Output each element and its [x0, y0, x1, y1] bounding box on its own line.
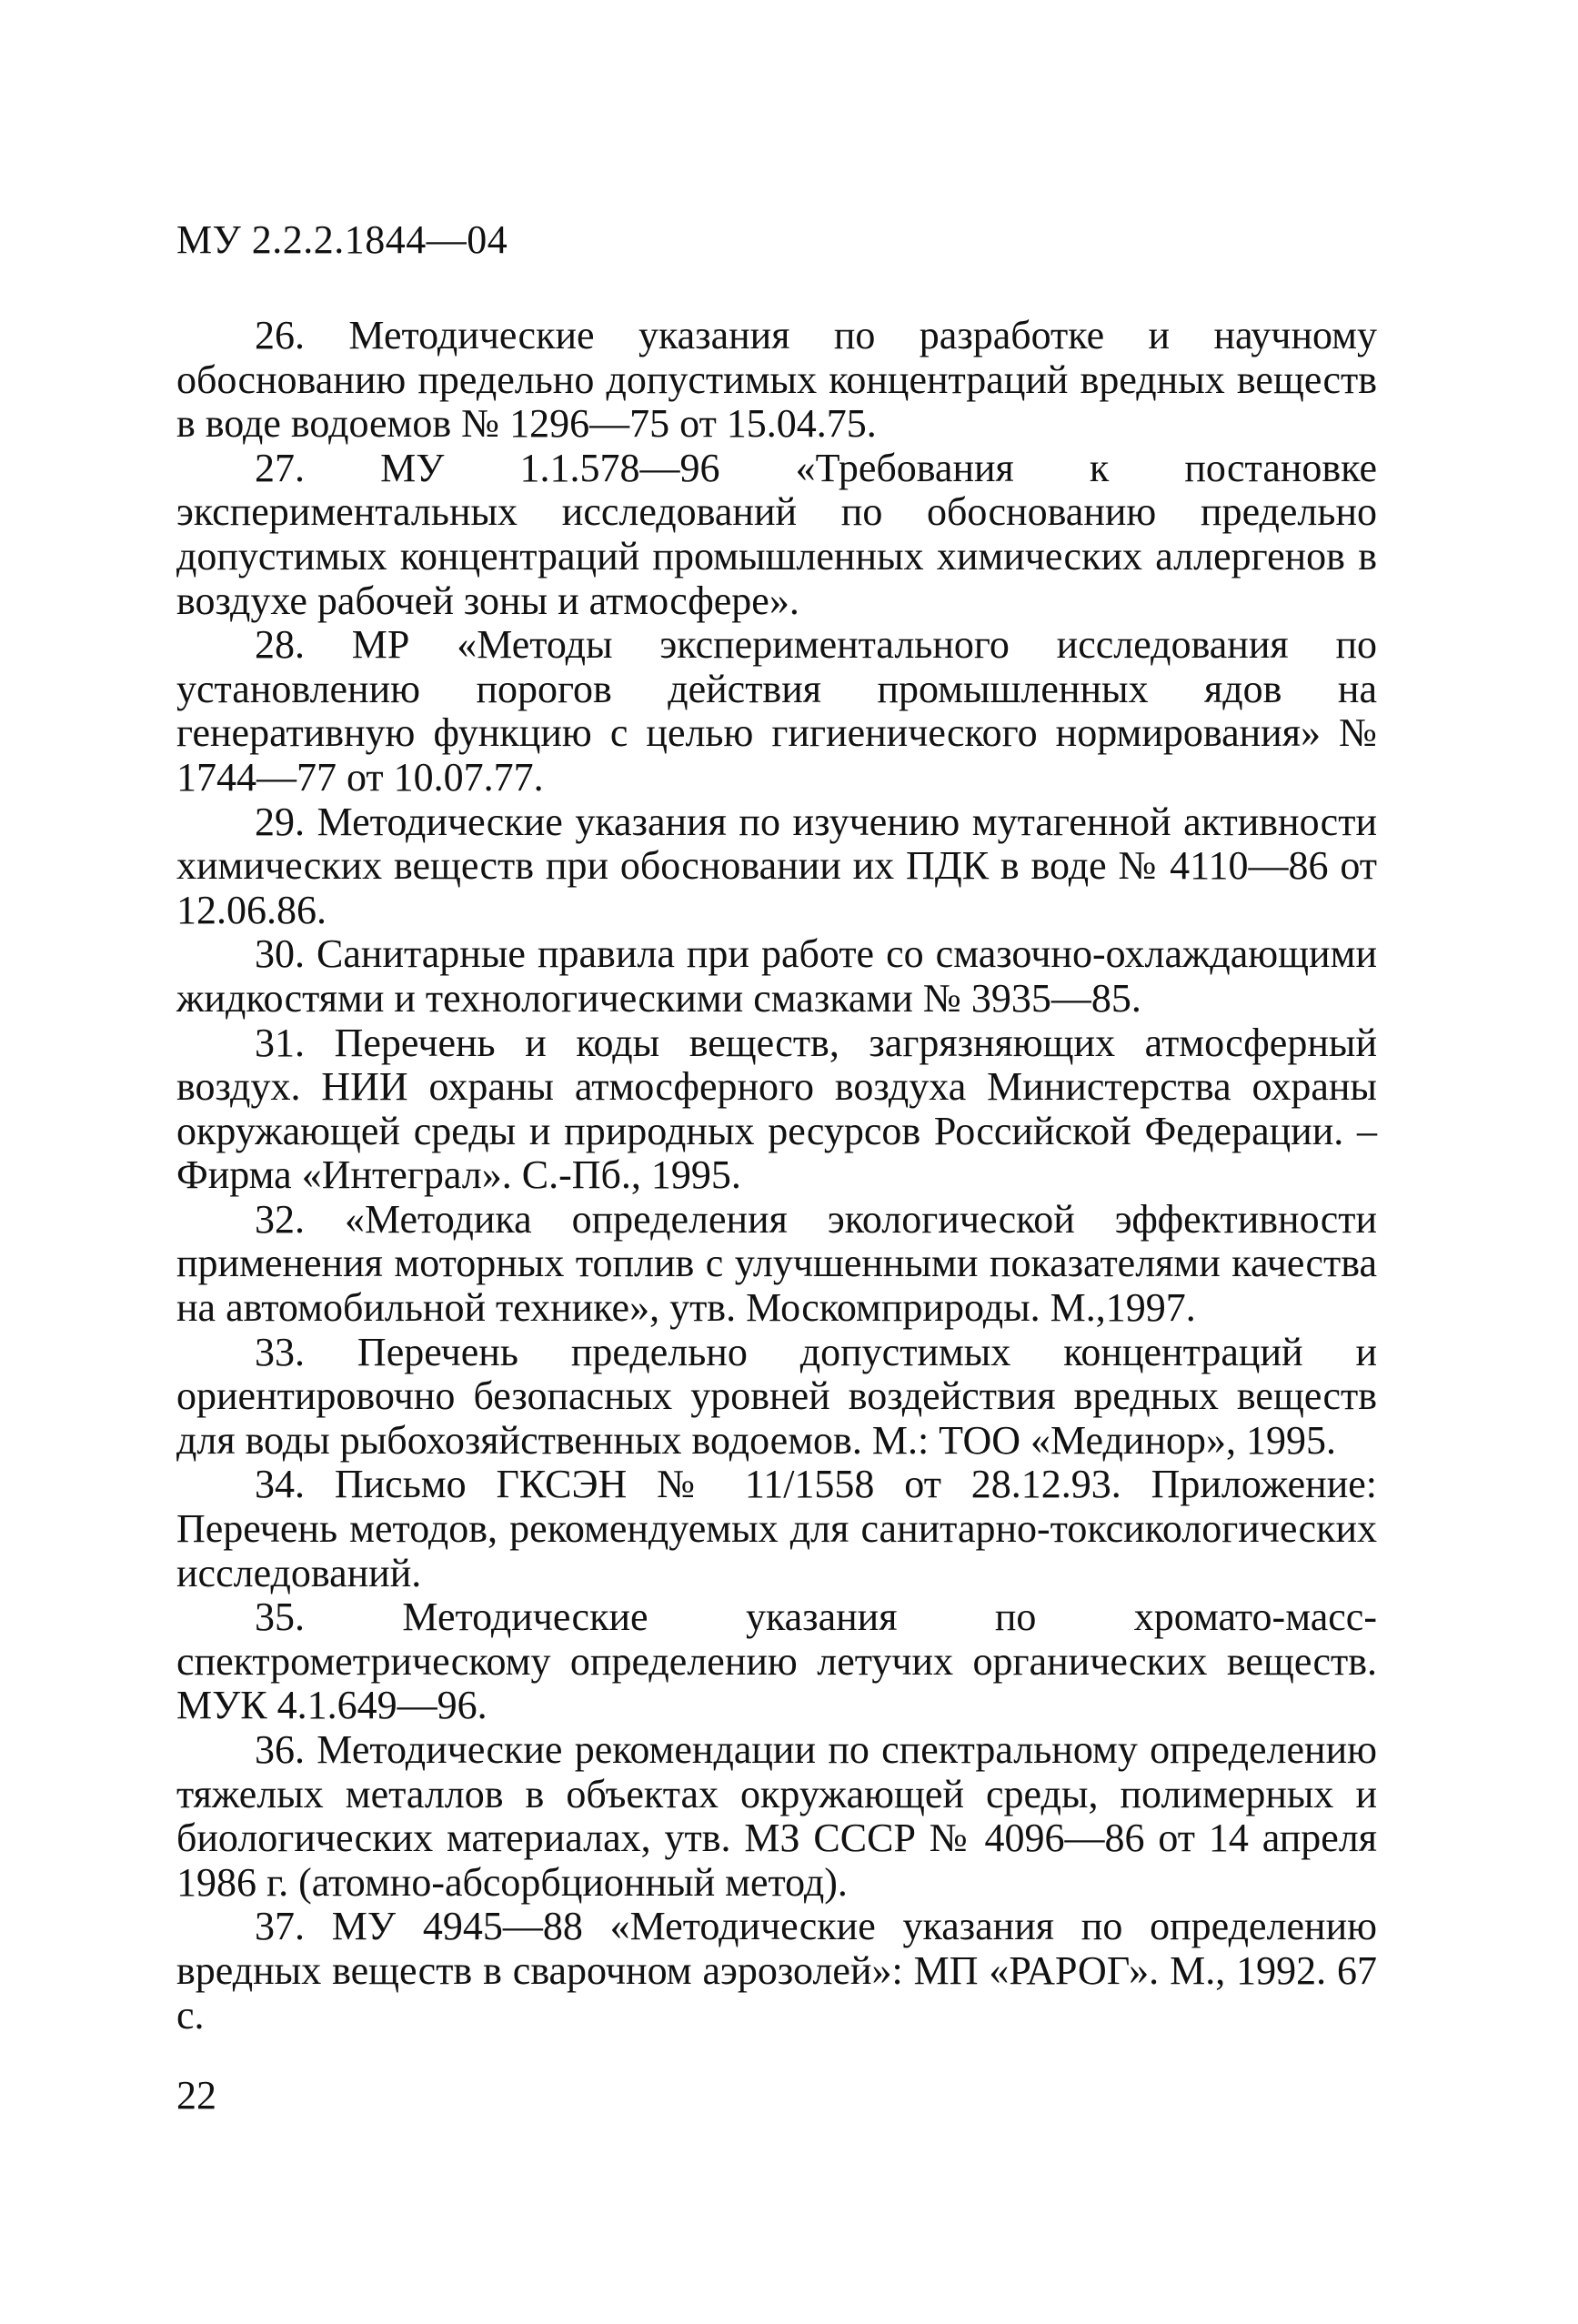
- reference-item-26: 26. Методические указания по разработке и научному обоснованию предельно допустимых концентраций вредных веществ в воде водоемов № 1296—75 от 15.04.75.: [176, 313, 1377, 447]
- reference-item-36: 36. Методические рекомендации по спектральному определению тяжелых металлов в объектах окружающей среды, полимерных и биологических материалах, утв. МЗ СССР № 4096—86 от 14 апреля 1986 г. (атомно-абсорбционный метод).: [176, 1727, 1377, 1905]
- reference-item-31: 31. Перечень и коды веществ, загрязняющих атмосферный воздух. НИИ охраны атмосферного воздуха Министерства охраны окружающей среды и природных ресурсов Российской Федерации. – Фирма «Интеграл». С.-Пб., 1995.: [176, 1020, 1377, 1198]
- document-code-header: МУ 2.2.2.1844—04: [176, 217, 508, 262]
- reference-item-37: 37. МУ 4945—88 «Методические указания по определению вредных веществ в сварочном аэрозолей»: МП «РАРОГ». М., 1992. 67 с.: [176, 1904, 1377, 2037]
- reference-item-32: 32. «Методика определения экологической эффективности применения моторных топлив с улучшенными показателями качества на автомобильной технике», утв. Москомприроды. М.,1997.: [176, 1196, 1377, 1331]
- reference-item-30: 30. Санитарные правила при работе со смазочно-охлаждающими жидкостями и технологическими смазками № 3935—85.: [176, 931, 1377, 1021]
- reference-item-34: 34. Письмо ГКСЭН № 11/1558 от 28.12.93. Приложение: Перечень методов, рекомендуемых для санитарно-токсикологических исследований.: [176, 1462, 1377, 1595]
- reference-item-29: 29. Методические указания по изучению мутагенной активности химических веществ при обосновании их ПДК в воде № 4110—86 от 12.06.86.: [176, 799, 1377, 932]
- page-number: 22: [176, 2073, 216, 2118]
- reference-list: [176, 314, 1377, 2037]
- reference-item-35: 35. Методические указания по хромато-масс-спектрометрическому определению летучих органических веществ. МУК 4.1.649—96.: [176, 1595, 1377, 1728]
- reference-item-28: 28. МР «Методы экспериментального исследования по установлению порогов действия промышленных ядов на генеративную функцию с целью гигиенического нормирования» № 1744—77 от 10.07.77.: [176, 622, 1377, 800]
- reference-item-27: 27. МУ 1.1.578—96 «Требования к постановке экспериментальных исследований по обоснованию предельно допустимых концентраций промышленных химических аллергенов в воздухе рабочей зоны и атмосфере».: [176, 445, 1377, 623]
- reference-item-33: 33. Перечень предельно допустимых концентраций и ориентировочно безопасных уровней воздействия вредных веществ для воды рыбохозяйственных водоемов. М.: ТОО «Мединор», 1995.: [176, 1329, 1377, 1463]
